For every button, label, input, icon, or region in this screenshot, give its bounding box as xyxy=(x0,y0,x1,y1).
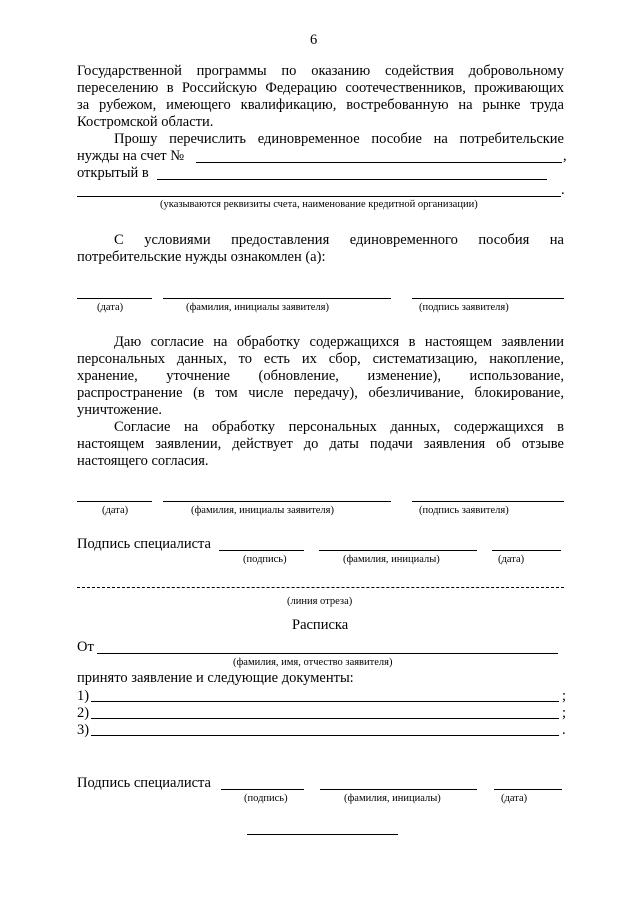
specialist2-date-label: (дата) xyxy=(501,793,528,804)
receipt-from-label: От xyxy=(77,639,94,655)
consent-line-4: распространение (в том числе передачу), обезличивание, блокирование, xyxy=(77,385,564,401)
receipt-accepted-text: принято заявление и следующие документы: xyxy=(77,670,354,686)
sig2-name-label: (фамилия, инициалы заявителя) xyxy=(191,505,334,516)
doc-item-3-end: . xyxy=(562,722,566,738)
cut-line-label: (линия отреза) xyxy=(287,596,353,607)
specialist2-sign-field[interactable] xyxy=(221,789,304,790)
sig2-sign-field[interactable] xyxy=(412,501,564,502)
sig2-date-field[interactable] xyxy=(77,501,152,502)
doc-item-1-field[interactable] xyxy=(91,701,559,702)
doc-item-2-end: ; xyxy=(562,705,567,721)
consent-line-1: Даю согласие на обработку содержащихся в настоящем заявлении xyxy=(114,334,564,350)
sig1-name-label: (фамилия, инициалы заявителя) xyxy=(186,302,329,313)
specialist1-label: Подпись специалиста xyxy=(77,536,211,552)
specialist1-date-label: (дата) xyxy=(498,554,525,565)
intro-line-2: переселению в Российскую Федерацию соотечественников, проживающих xyxy=(77,80,564,96)
sig1-date-field[interactable] xyxy=(77,298,152,299)
request-line-1: Прошу перечислить единовременное пособие на потребительские xyxy=(114,131,564,147)
request-period: . xyxy=(561,182,565,198)
request-account-label: нужды на счет № xyxy=(77,148,185,164)
specialist2-name-label: (фамилия, инициалы) xyxy=(344,793,441,804)
sig1-date-label: (дата) xyxy=(97,302,124,313)
sig2-date-label: (дата) xyxy=(102,505,129,516)
cut-line xyxy=(77,587,564,588)
intro-line-4: Костромской области. xyxy=(77,114,214,130)
consent2-line-1: Согласие на обработку персональных данных, содержащихся в xyxy=(114,419,564,435)
consent-line-5: уничтожение. xyxy=(77,402,162,418)
intro-line-3: за рубежом, имеющего квалификацию, востребованную на рынке труда xyxy=(77,97,564,113)
consent2-line-3: настоящего согласия. xyxy=(77,453,209,469)
intro-line-1: Государственной программы по оказанию содействия добровольному xyxy=(77,63,564,79)
receipt-from-hint: (фамилия, имя, отчество заявителя) xyxy=(233,657,393,668)
account-number-field[interactable] xyxy=(196,162,562,163)
sig1-sign-label: (подпись заявителя) xyxy=(419,302,509,313)
conditions-line-2: потребительские нужды ознакомлен (а): xyxy=(77,249,326,265)
receipt-from-field[interactable] xyxy=(97,653,558,654)
specialist1-sign-label: (подпись) xyxy=(243,554,287,565)
conditions-line-1: С условиями предоставления единовременного пособия на xyxy=(114,232,564,248)
doc-item-3-number: 3) xyxy=(77,722,90,738)
sig2-name-field[interactable] xyxy=(163,501,391,502)
sig1-sign-field[interactable] xyxy=(412,298,564,299)
specialist2-label: Подпись специалиста xyxy=(77,775,211,791)
doc-item-1-end: ; xyxy=(562,688,567,704)
doc-item-2-number: 2) xyxy=(77,705,90,721)
sig1-name-field[interactable] xyxy=(163,298,391,299)
specialist1-date-field[interactable] xyxy=(492,550,561,551)
bank-field[interactable] xyxy=(157,179,547,180)
request-comma: , xyxy=(563,148,567,164)
specialist1-sign-field[interactable] xyxy=(219,550,304,551)
doc-item-1-number: 1) xyxy=(77,688,90,704)
specialist2-date-field[interactable] xyxy=(494,789,562,790)
sig2-sign-label: (подпись заявителя) xyxy=(419,505,509,516)
bank-details-field[interactable] xyxy=(77,196,561,197)
doc-item-2-field[interactable] xyxy=(91,718,559,719)
closing-divider xyxy=(247,834,398,835)
consent-line-2: персональных данных, то есть их сбор, систематизацию, накопление, xyxy=(77,351,564,367)
consent-line-3: хранение, уточнение (обновление, изменение), использование, xyxy=(77,368,564,384)
request-opened-label: открытый в xyxy=(77,165,149,181)
page-number: 6 xyxy=(310,32,318,48)
receipt-title: Расписка xyxy=(292,617,349,633)
specialist2-sign-label: (подпись) xyxy=(244,793,288,804)
doc-item-3-field[interactable] xyxy=(91,735,559,736)
specialist2-name-field[interactable] xyxy=(320,789,477,790)
specialist1-name-field[interactable] xyxy=(319,550,477,551)
consent2-line-2: настоящем заявлении, действует до даты подачи заявления об отзыве xyxy=(77,436,564,452)
bank-details-hint: (указываются реквизиты счета, наименование кредитной организации) xyxy=(160,199,478,210)
specialist1-name-label: (фамилия, инициалы) xyxy=(343,554,440,565)
